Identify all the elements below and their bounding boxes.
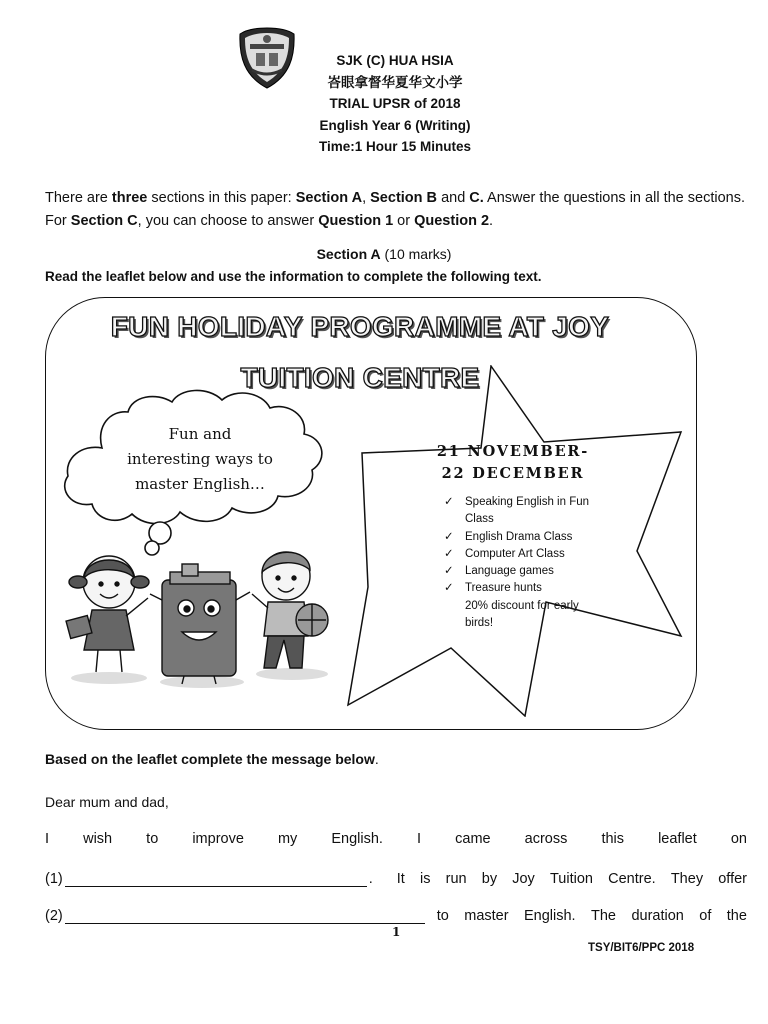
paper-code: TSY/BIT6/PPC 2018 [588, 942, 695, 954]
programme-item: Language games [465, 565, 554, 578]
intro-text: or [393, 213, 415, 229]
intro-text: There are [45, 190, 112, 206]
intro-text: . [489, 213, 494, 229]
blank-1-answer-line[interactable] [65, 870, 367, 887]
cloud-text [110, 422, 290, 497]
blank-2-label: (2) [45, 908, 63, 924]
list-item [444, 546, 604, 563]
dates-line2: 22 DECEMBER [441, 465, 585, 482]
intro-bold: Question 2 [414, 213, 490, 229]
page-number: 1 [392, 925, 401, 939]
intro-bold: C. [469, 190, 484, 206]
blank-2-answer-line[interactable] [65, 907, 425, 924]
subject: English Year 6 (Writing) [319, 117, 471, 133]
school-name: SJK (C) HUA HSIA [336, 53, 454, 68]
intro-text: , you can choose to answer [137, 213, 319, 229]
word: Centre. [608, 871, 656, 887]
word: my [277, 831, 298, 847]
dates-line1: 21 NOVEMBER- [436, 443, 590, 460]
exam-title: TRIAL UPSR of 2018 [329, 96, 461, 111]
intro-text: and [437, 190, 470, 206]
list-item [444, 529, 604, 546]
checkmark-icon: ✓ [444, 582, 454, 595]
word: It [396, 871, 405, 887]
word: to [436, 908, 449, 924]
word: The [591, 908, 617, 924]
programme-item: Treasure hunts [465, 582, 542, 595]
word: the [726, 908, 747, 924]
section-a-marks: (10 marks) [384, 246, 452, 262]
greeting: Dear mum and dad, [45, 794, 169, 810]
list-item [444, 580, 604, 597]
section-a-title: Section A [316, 246, 381, 262]
leaflet-instruction: Read the leaflet below and use the information to complete the following text. [45, 269, 542, 284]
programme-list [444, 494, 604, 632]
checkmark-icon: ✓ [444, 530, 454, 543]
message-line-1 [45, 831, 747, 847]
intro-bold: Section A [295, 190, 363, 206]
word: on [730, 831, 747, 847]
checkmark-icon: ✓ [444, 496, 454, 508]
checkmark-icon: ✓ [444, 565, 454, 578]
list-item [444, 494, 604, 529]
instructions-paragraph [45, 187, 745, 233]
blank-1-end: . [368, 871, 373, 887]
word: duration [631, 908, 684, 924]
task-prompt-end: . [374, 751, 379, 767]
word: English. [331, 831, 383, 847]
line-2-words [373, 871, 747, 887]
word: to [146, 831, 159, 847]
task-prompt-text: Based on the leaflet complete the message below [45, 751, 375, 767]
line-3-words [427, 908, 747, 924]
word: They [670, 871, 704, 887]
intro-bold: Section B [370, 190, 438, 206]
word: I [417, 831, 422, 847]
word: wish [83, 831, 113, 847]
blank-1-label: (1) [45, 871, 63, 887]
programme-item: Computer Art Class [465, 547, 565, 560]
word: across [524, 831, 568, 847]
intro-text: sections in this paper: [147, 190, 296, 206]
programme-item: Speaking English in Fun Class [465, 496, 590, 526]
section-a-heading [0, 246, 768, 262]
word: came [455, 831, 491, 847]
school-chinese-name: 峇眼拿督华夏华文小学 [327, 74, 463, 90]
header [250, 50, 540, 158]
message-line-2 [45, 870, 747, 887]
time-allowed: Time:1 Hour 15 Minutes [318, 139, 472, 154]
word: run [445, 871, 467, 887]
list-item [444, 563, 604, 580]
word: Tuition [549, 871, 593, 887]
discount-note: 20% discount for early birds! [465, 599, 579, 630]
message-line-3 [45, 907, 747, 924]
cloud-line: interesting ways to [127, 450, 273, 468]
programme-dates [408, 441, 618, 485]
intro-bold: Question 1 [318, 213, 394, 229]
intro-bold: Section C [70, 213, 138, 229]
leaflet-title-line1: FUN HOLIDAY PROGRAMME AT JOY [110, 311, 610, 342]
leaflet-title-line2: TUITION CENTRE [240, 362, 480, 393]
intro-bold: three [111, 190, 148, 206]
word: English. [524, 908, 576, 924]
children-with-book-illustration [64, 520, 364, 710]
word: I [45, 831, 50, 847]
word: offer [718, 871, 747, 887]
word: master [464, 908, 509, 924]
word: by [481, 871, 498, 887]
word: leaflet [658, 831, 697, 847]
checkmark-icon: ✓ [444, 547, 454, 560]
programme-item: English Drama Class [465, 530, 573, 543]
word: of [699, 908, 712, 924]
word: is [419, 871, 431, 887]
task-prompt [45, 751, 379, 767]
cloud-line: Fun and [168, 425, 232, 443]
intro-text: Answer the questions in all the sections. For [45, 190, 745, 229]
cloud-line: master English… [135, 475, 265, 493]
word: Joy [512, 871, 535, 887]
word: this [601, 831, 625, 847]
word: improve [192, 831, 244, 847]
intro-text: , [362, 190, 371, 206]
